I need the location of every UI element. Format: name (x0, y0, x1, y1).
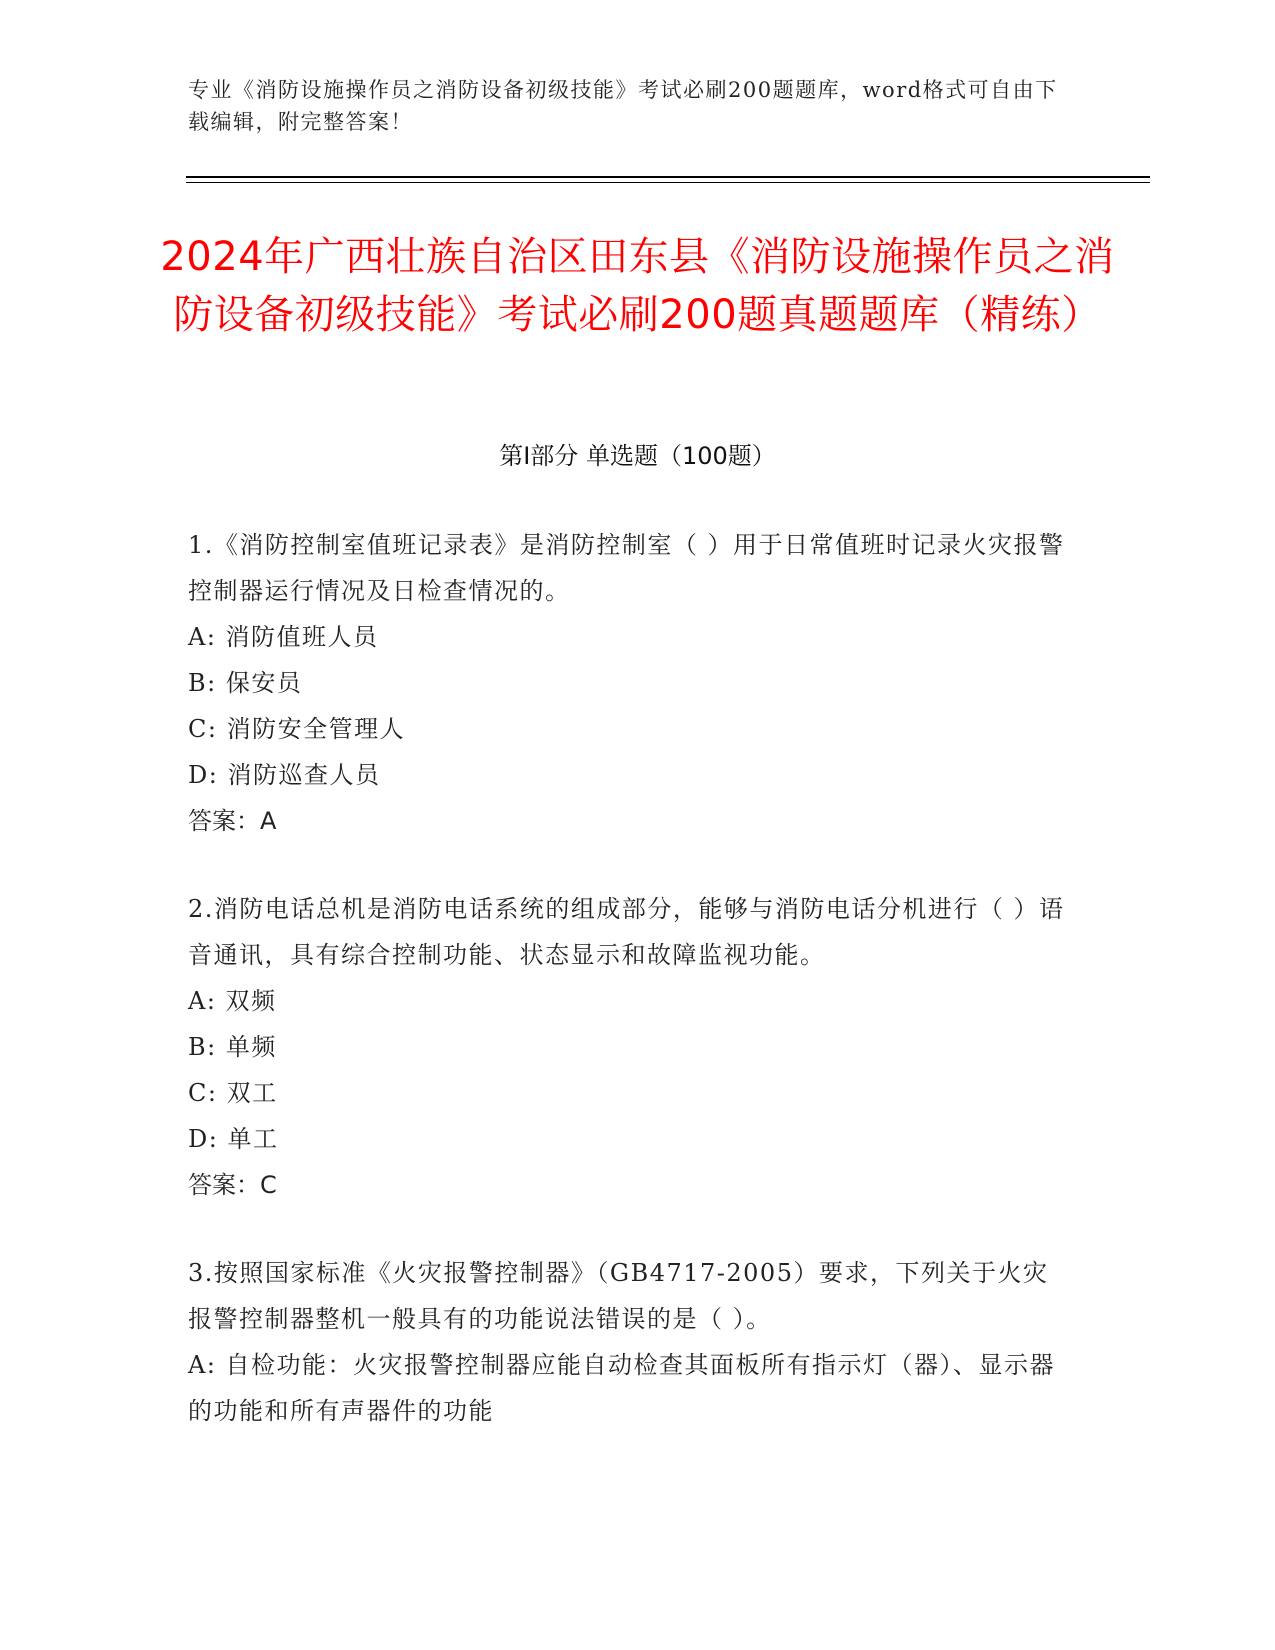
option-d: D: 消防巡查人员 (188, 761, 381, 789)
answer: 答案：C (188, 1171, 277, 1199)
option-b: B: 单频 (188, 1033, 277, 1061)
option-a: A: 消防值班人员 (188, 623, 379, 651)
option-a: A: 自检功能：火灾报警控制器应能自动检查其面板所有指示灯（器）、显示器的功能和所有声器件的功能 (188, 1351, 1056, 1425)
option-b: B: 保安员 (188, 669, 303, 697)
question-3 (188, 1250, 1068, 1434)
option-a: A: 双频 (188, 987, 277, 1015)
question-stem: 3.按照国家标准《火灾报警控制器》（GB4717-2005）要求，下列关于火灾报警控制器整机一般具有的功能说法错误的是（ ）。 (188, 1259, 1049, 1333)
question-2 (188, 886, 1068, 1208)
option-d: D: 单工 (188, 1125, 279, 1153)
option-c: C: 双工 (188, 1079, 278, 1107)
answer: 答案：A (188, 807, 277, 835)
question-1 (188, 522, 1068, 844)
section-title: 第I部分 单选题（100题） (499, 442, 776, 470)
question-stem: 2.消防电话总机是消防电话系统的组成部分，能够与消防电话分机进行（ ）语音通讯，具有综合控制功能、状态显示和故障监视功能。 (188, 895, 1065, 969)
header-note: 专业《消防设施操作员之消防设备初级技能》考试必刷200题题库，word格式可自由下载编辑，附完整答案！ (188, 78, 1058, 134)
document-title: 2024年广西壮族自治区田东县《消防设施操作员之消防设备初级技能》考试必刷200题真题题库（精练） (160, 234, 1115, 338)
header-rule-thick (186, 176, 1150, 178)
header-rule-thin (186, 182, 1150, 183)
option-c: C: 消防安全管理人 (188, 715, 406, 743)
question-stem: 1.《消防控制室值班记录表》是消防控制室（ ）用于日常值班时记录火灾报警控制器运行情况及日检查情况的。 (188, 531, 1065, 605)
